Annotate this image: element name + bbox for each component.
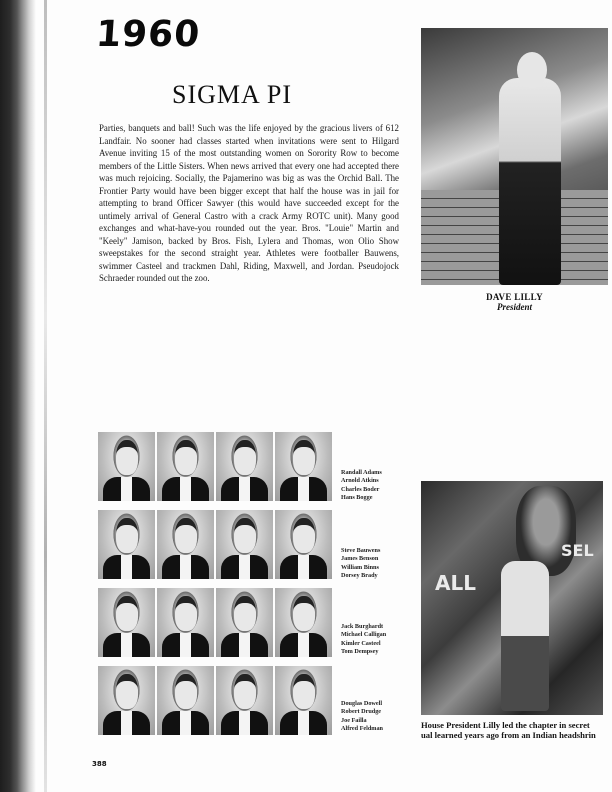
member-name: William Binns <box>341 563 379 571</box>
portrait-names-row-2 <box>341 547 421 580</box>
member-portrait <box>216 666 273 735</box>
leader-photo-caption <box>421 720 603 741</box>
caption-line: ual learned years ago from an Indian headshrin <box>421 730 596 741</box>
member-portrait <box>275 588 332 657</box>
member-name: Kimler Casteel <box>341 639 381 647</box>
member-name: Arnold Atkins <box>341 477 379 485</box>
handwritten-year: 1960 <box>94 14 202 55</box>
book-binding-shadow <box>0 0 36 792</box>
page-number: 388 <box>92 760 107 768</box>
person-graphic <box>501 561 549 711</box>
member-name: Hans Bogge <box>341 493 373 501</box>
photo-sign-word: SEL <box>561 541 594 560</box>
member-portrait <box>157 510 214 579</box>
member-name: Tom Dempsey <box>341 647 379 655</box>
member-portrait <box>157 588 214 657</box>
member-name: Steve Bauwens <box>341 547 381 554</box>
portrait-names-row-3 <box>341 623 421 656</box>
member-portrait <box>275 666 332 735</box>
member-name: Joe Failla <box>341 716 367 724</box>
article-body: Parties, banquets and ball! Such was the life enjoyed by the gracious livers of 612 Landfair. No sooner had classes started when invitations were sent to Hilgard Avenue inviting 15 of the most outstanding women on Sorority Row to become members of the Little Sisters. When news arrived that every one had accepted there was much rejoicing. Socially, the Pajamerino was big as was the Orchid Ball. The Frontier Party would have been bigger except that half the house was in jail for attempting to brand Officer Sawyer (this would have succeeded except for the untimely arrival of General Castro with a crack Army ROTC unit). Many good exchanges and what-have-you rounded out the year. Bros. "Louie" Martin and "Keely" Jamison, backed by Bros. Fish, Lylera and Thomas, won Olio Show sweepstakes for the second straight year. Athletes were footballer Bauwens, swimmer Casteel and trackmen Dahl, Riding, Maxwell, and Jordan. Pseudojock Schraeder rounded out the zoo. <box>99 123 399 283</box>
member-portrait <box>157 666 214 735</box>
leader-ritual-photo <box>421 481 603 715</box>
member-portrait <box>98 666 155 735</box>
member-portrait <box>216 432 273 501</box>
caption-line: House President Lilly led the chapter in secret <box>421 720 590 730</box>
portrait-names-row-4 <box>341 700 421 733</box>
member-name: James Benson <box>341 555 379 563</box>
member-name: Randall Adams <box>341 469 382 476</box>
member-portrait <box>275 510 332 579</box>
scan-streak <box>44 0 47 792</box>
member-portrait <box>98 432 155 501</box>
member-name: Charles Boder <box>341 485 380 493</box>
president-figure-graphic <box>499 78 561 285</box>
president-head-graphic <box>517 52 547 88</box>
member-name: Robert Drudge <box>341 708 382 716</box>
president-name: DAVE LILLY <box>486 292 543 302</box>
portrait-names-row-1 <box>341 469 421 502</box>
member-name: Alfred Feldman <box>341 724 383 732</box>
photo-sign-word: ALL <box>435 571 476 595</box>
president-photo <box>421 28 608 285</box>
member-portrait <box>98 510 155 579</box>
member-portrait <box>98 588 155 657</box>
member-portrait <box>157 432 214 501</box>
president-role: President <box>497 302 532 312</box>
member-name: Dorsey Brady <box>341 571 378 579</box>
member-name: Jack Burghardt <box>341 623 384 630</box>
page-title: SIGMA PI <box>172 80 292 109</box>
member-portrait <box>216 510 273 579</box>
member-name: Michael Calligan <box>341 631 387 639</box>
member-portrait <box>216 588 273 657</box>
member-name: Douglas Dowell <box>341 700 383 707</box>
member-portrait <box>275 432 332 501</box>
